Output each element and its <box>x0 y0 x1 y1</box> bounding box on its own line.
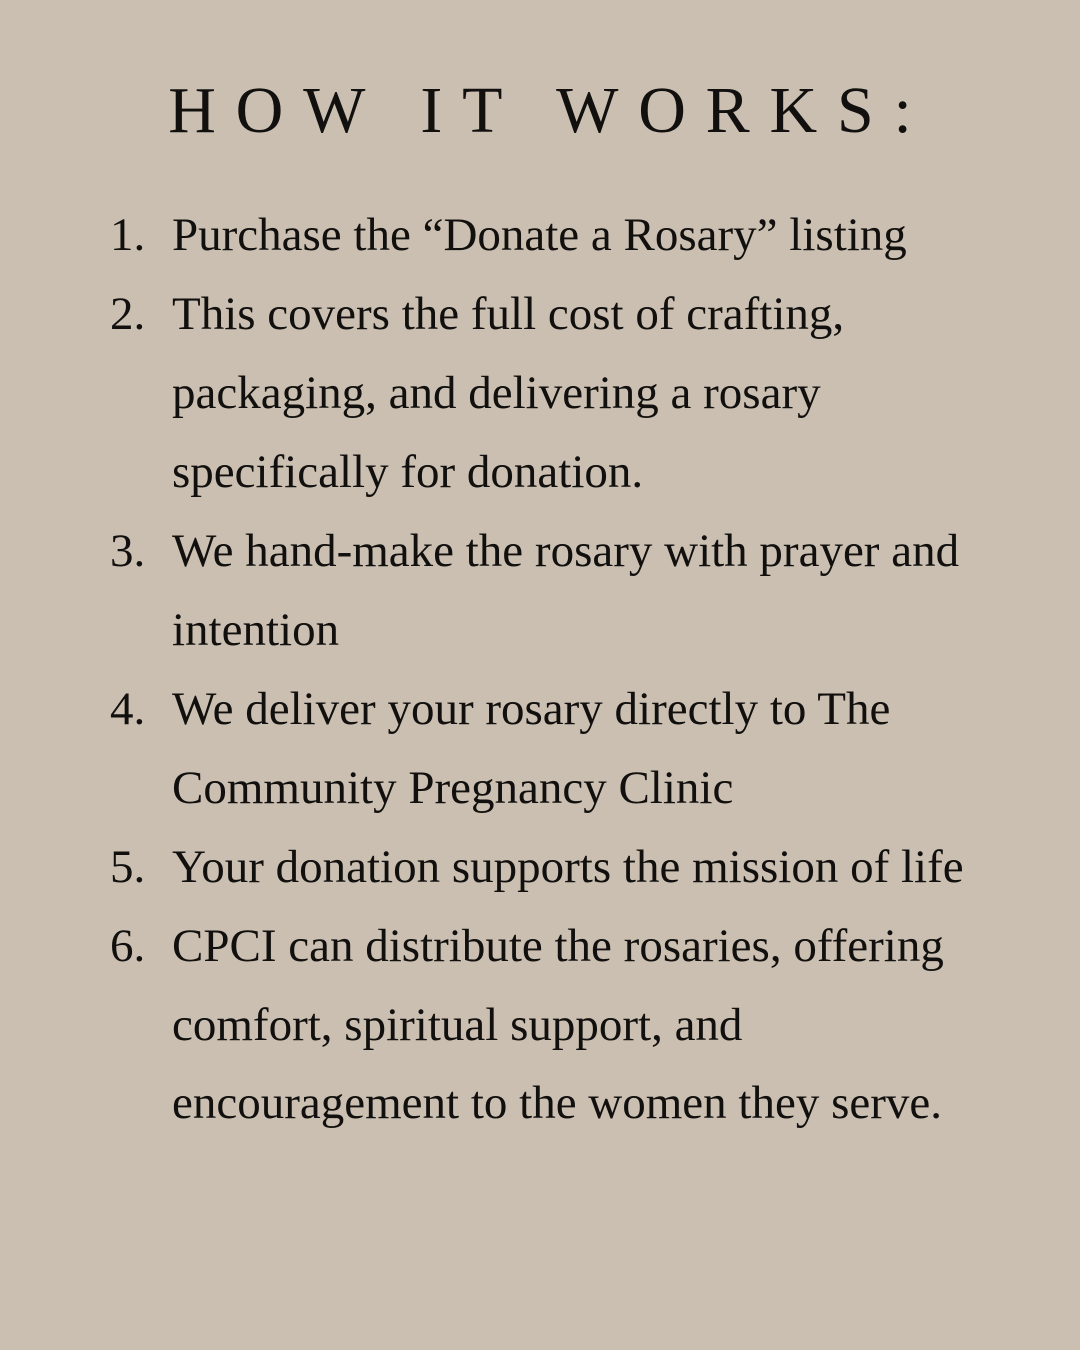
steps-list <box>40 196 1040 1143</box>
list-item <box>40 670 1040 828</box>
list-item <box>40 907 1040 1144</box>
list-item-number: 2. <box>110 287 146 340</box>
list-item-label: This covers the full cost of crafting, packaging, and delivering a rosary specifically for donation. <box>172 287 845 498</box>
list-item-number: 1. <box>110 209 146 261</box>
list-item-label: We hand-make the rosary with prayer and intention <box>172 524 960 656</box>
list-item-label: Purchase the “Donate a Rosary” listing <box>172 209 907 261</box>
list-item <box>40 512 1040 670</box>
list-item-label: We deliver your rosary directly to The Community Pregnancy Clinic <box>172 682 891 814</box>
list-item-number: 3. <box>110 524 146 577</box>
list-item <box>40 196 1040 275</box>
list-item-label: Your donation supports the mission of life <box>172 840 964 893</box>
list-item-number: 6. <box>110 919 146 972</box>
list-item <box>40 828 1040 907</box>
list-item <box>40 275 1040 512</box>
list-item-number: 5. <box>110 840 146 893</box>
list-item-number: 4. <box>110 682 146 735</box>
list-item-label: CPCI can distribute the rosaries, offering comfort, spiritual support, and encouragement to the women they serve. <box>172 919 944 1130</box>
page-title: HOW IT WORKS: <box>168 74 932 147</box>
